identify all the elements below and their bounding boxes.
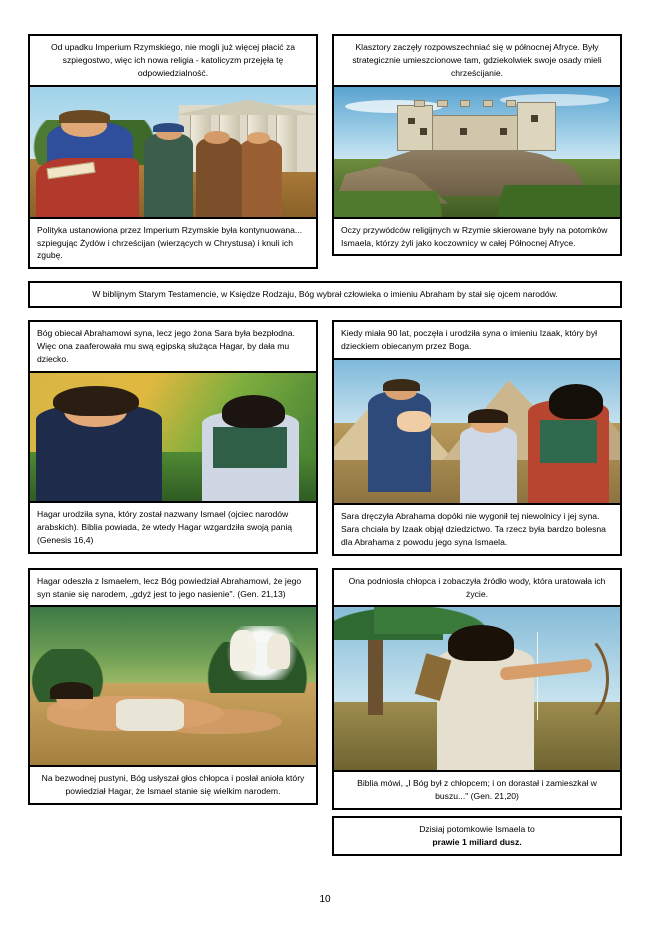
final-caption-line-1: Dzisiaj potomkowie Ismaela to <box>419 824 535 835</box>
panel-3-artwork <box>28 373 318 501</box>
panel-4-bottom-caption: Sara dręczyła Abrahama dopóki nie wygonił tej niewolnicy i jej syna. Sara chciała by Izaak objął dziedzictwo. Ta rzecz była bardzo bolesna dla Abrahama z powodu jego syna Ismaela. <box>332 503 622 556</box>
panel-2-top-caption: Klasztory zaczęły rozpowszechniać się w północnej Afryce. Były strategicznie umieszcionowe tam, gdziekolwiek swoje osady mieli chrześcijanie. <box>332 34 622 87</box>
panel-3-top-caption: Bóg obiecał Abrahamowi syna, lecz jego żona Sara była bezpłodna. Więc ona zaaferowała mu swą egipską służąca Hagar, by dała mu dziecko. <box>28 320 318 373</box>
panel-2-artwork <box>332 87 622 217</box>
panel-6-bottom-caption: Biblia mówi, „I Bóg był z chłopcem; i on dorastał i zamieszkał w buszu..." (Gen. 21,20) <box>332 770 622 810</box>
panel-1-top-caption: Od upadku Imperium Rzymskiego, nie mogli już więcej płacić za szpiegostwo, więc ich nowa religia - katolicyzm przejęła tę odpowiedzialność. <box>28 34 318 87</box>
final-caption-line-2: prawie 1 miliard dusz. <box>432 837 522 848</box>
panel-2 <box>332 34 622 269</box>
panel-3-bottom-caption: Hagar urodziła syna, który został nazwany Ismael (ojciec narodów arabskich). Biblia powiada, że wtedy Hagar wzgardziła swoją panią (Genesis 16,4) <box>28 501 318 554</box>
panel-row-2 <box>28 320 622 555</box>
panel-5 <box>28 568 318 856</box>
panel-row-3 <box>28 568 622 856</box>
panel-5-artwork <box>28 607 318 765</box>
panel-5-top-caption: Hagar odeszła z Ismaelem, lecz Bóg powiedział Abrahamowi, że jego syn stanie się narodem, „gdyż jest to jego nasienie". (Gen. 21,13) <box>28 568 318 608</box>
panel-6 <box>332 568 622 856</box>
panel-1-bottom-caption: Polityka ustanowiona przez Imperium Rzymskie była kontynuowana... szpiegując Żydów i chrześcijan (wierzących w Chrystusa) i knuli ich zgubę. <box>28 217 318 270</box>
banner-caption: W biblijnym Starym Testamencie, w Księdze Rodzaju, Bóg wybrał człowieka o imieniu Abraham by stał się ojcem narodów. <box>28 281 622 308</box>
panel-grid <box>28 34 622 856</box>
panel-4-top-caption: Kiedy miała 90 lat, poczęła i urodziła syna o imieniu Izaak, który był dzieckiem obiecanym przez Boga. <box>332 320 622 360</box>
panel-3 <box>28 320 318 555</box>
panel-row-1 <box>28 34 622 269</box>
panel-6-artwork <box>332 607 622 770</box>
final-caption <box>332 816 622 856</box>
panel-2-bottom-caption: Oczy przywódców religijnych w Rzymie skierowane były na potomków Ismaela, którzy żyli jako koczownicy w całej Północnej Afryce. <box>332 217 622 257</box>
page-number: 10 <box>319 894 331 905</box>
panel-4-artwork <box>332 360 622 503</box>
panel-4 <box>332 320 622 555</box>
panel-1 <box>28 34 318 269</box>
panel-6-top-caption: Ona podniosła chłopca i zobaczyła źródło wody, która uratowała ich życie. <box>332 568 622 608</box>
panel-5-bottom-caption: Na bezwodnej pustyni, Bóg usłyszał głos chłopca i posłał anioła który powiedział Hagar, że Ismael stanie się wielkim narodem. <box>28 765 318 805</box>
panel-1-artwork <box>28 87 318 217</box>
